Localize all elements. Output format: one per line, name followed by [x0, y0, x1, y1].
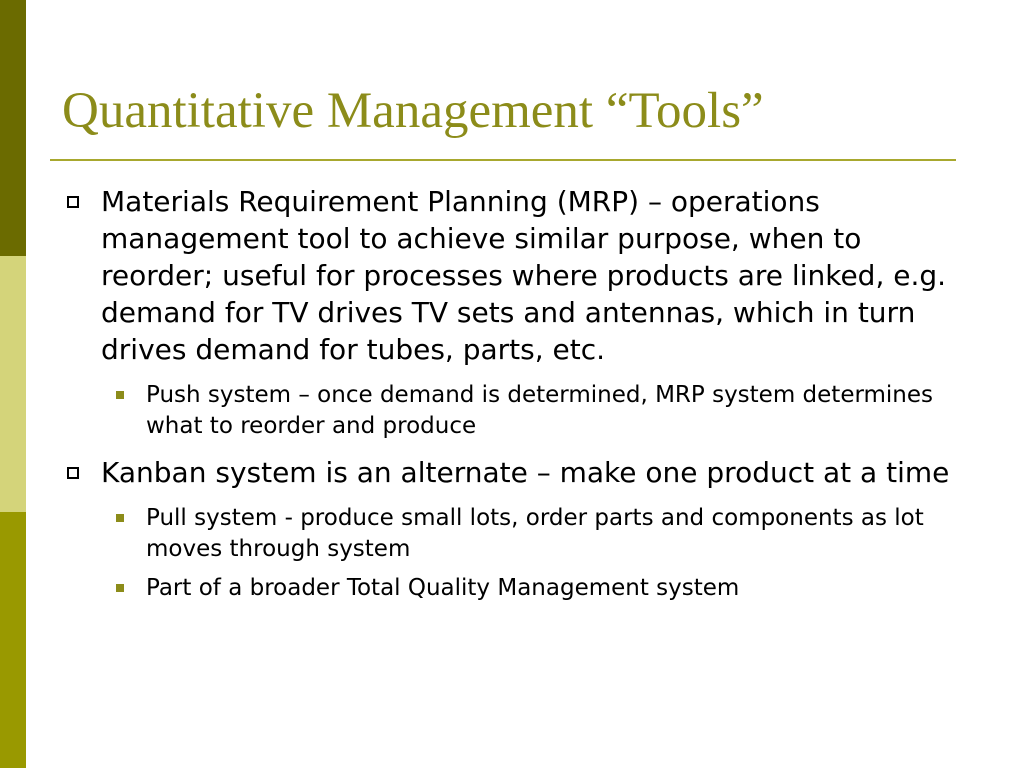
slide-title: Quantitative Management “Tools” [62, 83, 764, 139]
bullet-text: Materials Requirement Planning (MRP) – operations management tool to achieve similar purpose, when to reorder; useful for processes where products are linked, e.g. demand for TV drives TV sets and antennas, which in turn drives demand for tubes, parts, etc. [101, 185, 947, 366]
sub-bullet-text: Push system – once demand is determined, MRP system determines what to reorder and produce [146, 382, 934, 439]
filled-square-bullet-icon [116, 514, 124, 522]
bullet-text: Kanban system is an alternate – make one product at a time [101, 456, 950, 489]
sub-bullet-tqm [62, 573, 962, 604]
sub-bullet-pull-system [62, 503, 962, 565]
sidebar-band-dark [0, 0, 26, 256]
filled-square-bullet-icon [116, 391, 124, 399]
filled-square-bullet-icon [116, 584, 124, 592]
title-divider [50, 159, 956, 161]
bullet-kanban [62, 454, 962, 491]
sidebar-band-mid [0, 512, 26, 768]
sub-bullet-text: Part of a broader Total Quality Management system [146, 575, 740, 601]
bullet-mrp [62, 183, 962, 368]
sidebar-band-light [0, 256, 26, 512]
sub-bullet-push-system [62, 380, 962, 442]
slide-body [62, 183, 962, 612]
sidebar-decoration [0, 0, 26, 768]
sub-bullet-text: Pull system - produce small lots, order parts and components as lot moves through system [146, 505, 924, 562]
hollow-square-bullet-icon [67, 196, 79, 208]
hollow-square-bullet-icon [67, 467, 79, 479]
